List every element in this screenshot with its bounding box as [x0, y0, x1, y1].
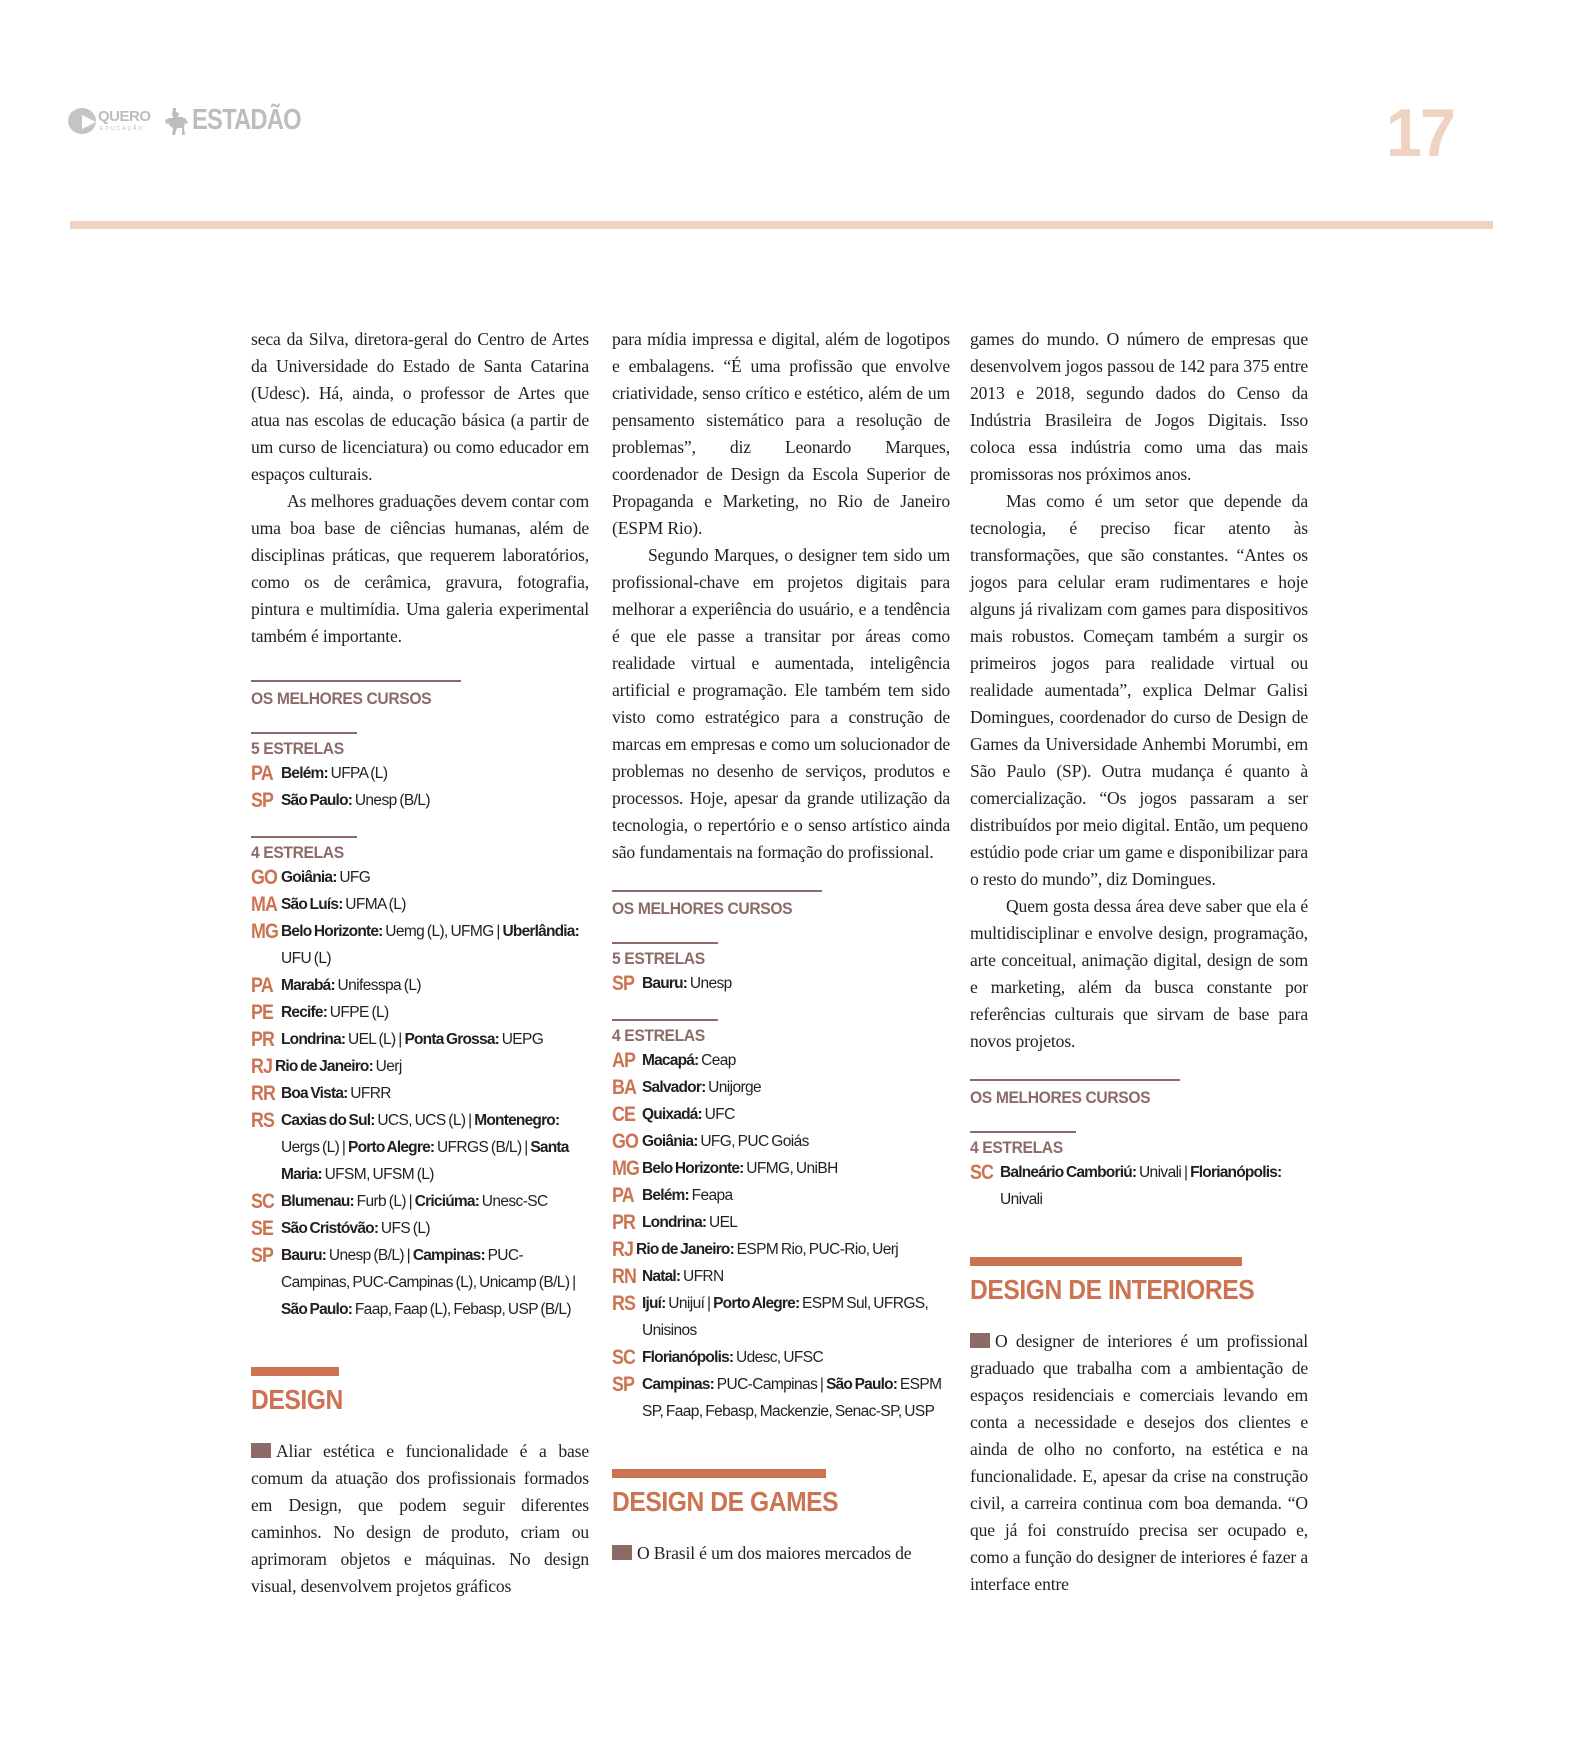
course-entry-text: [281, 864, 589, 891]
state-code: RS: [251, 1109, 275, 1132]
state-code: GO: [251, 866, 278, 889]
course-entry-text: [642, 1047, 950, 1074]
city-name: Londrina:: [642, 1214, 707, 1231]
courses-rule: [612, 890, 822, 892]
state-code: SC: [612, 1346, 636, 1369]
course-entry: [612, 1101, 950, 1128]
lead-square-icon: [970, 1333, 990, 1348]
state-code: SC: [970, 1161, 994, 1184]
city-name: São Cristóvão:: [281, 1220, 379, 1237]
course-entry-text: [642, 970, 950, 997]
state-code: MA: [251, 893, 278, 916]
city-name: Londrina:: [281, 1031, 346, 1048]
state-code: CE: [612, 1103, 636, 1126]
course-entry: [612, 1371, 950, 1425]
course-entry: [251, 1107, 589, 1188]
section-title-design: DESIGN: [251, 1384, 343, 1415]
city-name: Goiânia:: [281, 869, 337, 886]
stars-rule: [251, 836, 357, 838]
four-stars-list: [970, 1159, 1308, 1213]
section-bar: [612, 1469, 826, 1478]
body-paragraph: Segundo Marques, o designer tem sido um profissional-chave em projetos digitais para melhorar a experiência do usuário, e a tendência é que ele passe a transitar por áreas como realidade virtual e aumentada, inteligência artificial e programação. Ele também tem sido visto como estratégico para a construção de marcas em empresas e como um solucionador de problemas no desenho de serviços, produtos e processos. Hoje, apesar da grande utilização da tecnologia, o repertório e o senso artístico ainda são fundamentais na formação do profissional.: [612, 545, 950, 862]
institutions: Unesp: [687, 975, 732, 992]
institutions: UFSM, UFSM (L): [321, 1166, 434, 1183]
section-bar: [251, 1367, 339, 1376]
city-name: São Paulo:: [826, 1376, 898, 1393]
state-code: BA: [612, 1076, 637, 1099]
courses-rule: [970, 1079, 1180, 1081]
institutions: ESPM Sul, UFRGS, Unisinos: [642, 1295, 929, 1339]
city-name: Salvador:: [642, 1079, 706, 1096]
body-paragraph: para mídia impressa e digital, além de logotipos e embalagens. “É uma profissão que envolve criatividade, senso crítico e estético, além de um pensamento sistemático para a resolução de problemas”, diz Leonardo Marques, coordenador de Design da Escola Superior de Propaganda e Marketing, no Rio de Janeiro (ESPM Rio).: [612, 329, 950, 538]
institutions: Univali |: [1136, 1164, 1191, 1181]
course-entry-text: [642, 1290, 950, 1344]
course-entry-text: [275, 1053, 589, 1080]
courses-rule: [251, 680, 461, 682]
course-entry: [612, 1155, 950, 1182]
city-name: Recife:: [281, 1004, 328, 1021]
city-name: Goiânia:: [642, 1133, 698, 1150]
four-stars-title: 4 ESTRELAS: [970, 1138, 1063, 1157]
state-code: MG: [251, 920, 279, 943]
body-paragraph: games do mundo. O número de empresas que desenvolvem jogos passou de 142 para 375 entre 2013 e 2018, segundo dados do Censo da Indústria Brasileira de Jogos Digitais. Isso coloca essa indústria como uma das mais promissoras nos próximos anos.: [970, 329, 1308, 484]
column-2: [612, 326, 950, 1567]
course-entry-text: [281, 972, 589, 999]
stars-rule: [612, 1019, 718, 1021]
state-code: SC: [251, 1190, 275, 1213]
courses-title: OS MELHORES CURSOS: [970, 1088, 1151, 1107]
course-entry: [612, 1182, 950, 1209]
course-entry: [612, 1128, 950, 1155]
quero-logo-notch: [82, 115, 96, 129]
course-entry: [612, 1209, 950, 1236]
body-paragraph: As melhores graduações devem contar com uma boa base de ciências humanas, além de disciplinas práticas, que requerem laboratórios, como os de cerâmica, gravura, fotografia, pintura e multimídia. Uma galeria experimental também é importante.: [251, 491, 589, 646]
state-code: PA: [612, 1184, 634, 1207]
city-name: Florianópolis:: [642, 1349, 734, 1366]
section-bar: [970, 1257, 1242, 1266]
institutions: UFC: [701, 1106, 735, 1123]
institutions: UFU (L): [281, 950, 331, 967]
state-code: SE: [251, 1217, 274, 1240]
course-entry-text: [642, 1128, 950, 1155]
course-entry: [612, 1074, 950, 1101]
city-name: Belo Horizonte:: [281, 923, 383, 940]
city-name: Criciúma:: [414, 1193, 480, 1210]
institutions: UFRR: [347, 1085, 391, 1102]
city-name: Campinas:: [412, 1247, 485, 1264]
institutions: UEL: [706, 1214, 738, 1231]
course-entry-text: [281, 1215, 589, 1242]
city-name: Porto Alegre:: [348, 1139, 435, 1156]
city-name: Quixadá:: [642, 1106, 702, 1123]
course-entry: [251, 891, 589, 918]
course-entry-text: [1000, 1159, 1308, 1213]
city-name: Florianópolis:: [1190, 1164, 1282, 1181]
course-entry-text: [281, 1080, 589, 1107]
course-entry: [612, 1344, 950, 1371]
state-code: PR: [612, 1211, 636, 1234]
city-name: Bauru:: [642, 975, 688, 992]
city-name: Belém:: [281, 765, 328, 782]
institutions: UFG, PUC Goiás: [697, 1133, 809, 1150]
institutions: Unesp (B/L): [352, 792, 430, 809]
estadao-logo-text: ESTADÃO: [192, 104, 301, 136]
column-1: [251, 326, 589, 1600]
institutions: Uemg (L), UFMG |: [382, 923, 503, 940]
state-code: RN: [612, 1265, 637, 1288]
institutions: Unijorge: [705, 1079, 762, 1096]
institutions: Faap, Faap (L), Febasp, USP (B/L): [352, 1301, 571, 1318]
section-lead-text: O Brasil é um dos maiores mercados de: [637, 1543, 912, 1563]
course-entry: [251, 1242, 589, 1323]
course-entry: [612, 1236, 950, 1263]
course-entry-text: [281, 1242, 589, 1323]
four-stars-list: [251, 864, 589, 1323]
course-entry: [970, 1159, 1308, 1213]
section-title-design-de-games: DESIGN DE GAMES: [612, 1486, 839, 1517]
course-entry-text: [281, 1026, 589, 1053]
institutions: Furb (L) |: [353, 1193, 415, 1210]
state-code: RR: [251, 1082, 276, 1105]
institutions: Univali: [1000, 1191, 1043, 1208]
institutions: UCS, UCS (L) |: [374, 1112, 475, 1129]
institutions: UFS (L): [378, 1220, 430, 1237]
four-stars-list: [612, 1047, 950, 1425]
state-code: PR: [251, 1028, 275, 1051]
institutions: Unijuí |: [665, 1295, 714, 1312]
section-lead-text: Aliar estética e funcionalidade é a base comum da atuação dos profissionais formados em Design, que podem seguir diferentes caminhos. No design de produto, criam ou aprimoram objetos e máquinas. No design visual, desenvolvem projetos gráficos: [251, 1441, 589, 1596]
city-name: São Paulo:: [281, 1301, 353, 1318]
body-paragraph: seca da Silva, diretora-geral do Centro de Artes da Universidade do Estado de Santa Catarina (Udesc). Há, ainda, o professor de Artes que atua nas escolas de educação básica (a partir de um curso de licenciatura) ou como educador em espaços culturais.: [251, 329, 589, 484]
state-code: PA: [251, 974, 273, 997]
state-code: SP: [251, 789, 274, 812]
state-code: AP: [612, 1049, 636, 1072]
course-entry-text: [281, 918, 589, 972]
course-entry-text: [642, 1371, 950, 1425]
city-name: Belém:: [642, 1187, 689, 1204]
quero-logo-text: QUERO: [98, 108, 151, 125]
city-name: Montenegro:: [474, 1112, 560, 1129]
five-stars-list: [251, 760, 589, 814]
five-stars-title: 5 ESTRELAS: [251, 739, 344, 758]
city-name: Rio de Janeiro:: [275, 1058, 373, 1075]
five-stars-list: [612, 970, 950, 997]
institutions: UFMG, UniBH: [743, 1160, 838, 1177]
institutions: UEPG: [499, 1031, 544, 1048]
state-code: SP: [251, 1244, 274, 1267]
city-name: São Luís:: [281, 896, 343, 913]
course-entry-text: [636, 1236, 950, 1263]
institutions: PUC-Campinas |: [714, 1376, 827, 1393]
institutions: Feapa: [688, 1187, 733, 1204]
quero-logo-subtext: EDUCAÇÃO: [100, 126, 145, 132]
institutions: Unesc-SC: [479, 1193, 548, 1210]
state-code: RJ: [612, 1238, 634, 1261]
column-3: [970, 326, 1308, 1598]
city-name: Uberlândia:: [502, 923, 579, 940]
section-lead-text: O designer de interiores é um profissional graduado que trabalha com a ambientação de espaços residenciais e comerciais levando em conta a necessidade e desejos dos clientes e ainda de olho no conforto, na estética e na funcionalidade. E, apesar da crise na construção civil, a carreira continua com boa demanda. “O que já foi construído precisa ser ocupado e, como a função do designer de interiores é fazer a interface entre: [970, 1331, 1309, 1594]
four-stars-title: 4 ESTRELAS: [612, 1026, 705, 1045]
course-entry: [251, 1215, 589, 1242]
course-entry-text: [642, 1263, 950, 1290]
course-entry: [612, 1263, 950, 1290]
institutions: ESPM Rio, PUC-Rio, Uerj: [733, 1241, 899, 1258]
course-entry: [251, 918, 589, 972]
city-name: Natal:: [642, 1268, 681, 1285]
city-name: Ijuí:: [642, 1295, 666, 1312]
city-name: Campinas:: [642, 1376, 715, 1393]
courses-title: OS MELHORES CURSOS: [612, 899, 793, 918]
course-entry: [612, 1290, 950, 1344]
section-title-design-de-interiores: DESIGN DE INTERIORES: [970, 1274, 1255, 1305]
course-entry: [251, 1080, 589, 1107]
institutions: Ceap: [698, 1052, 736, 1069]
institutions: PUC-Campinas, PUC-Campinas (L), Unicamp (B/L) |: [281, 1247, 576, 1291]
course-entry-text: [281, 891, 589, 918]
state-code: PE: [251, 1001, 274, 1024]
five-stars-title: 5 ESTRELAS: [612, 949, 705, 968]
course-entry-text: [642, 1209, 950, 1236]
course-entry: [612, 1047, 950, 1074]
institutions: UFPA (L): [327, 765, 388, 782]
section-lead-paragraph: [251, 1438, 589, 1600]
stars-rule: [970, 1131, 1076, 1133]
state-code: SP: [612, 972, 635, 995]
city-name: Blumenau:: [281, 1193, 354, 1210]
city-name: Caxias do Sul:: [281, 1112, 375, 1129]
state-code: PA: [251, 762, 273, 785]
course-entry: [251, 864, 589, 891]
institutions: UFG: [336, 869, 371, 886]
state-code: GO: [612, 1130, 639, 1153]
institutions: Uergs (L) |: [281, 1139, 349, 1156]
state-code: SP: [612, 1373, 635, 1396]
institutions: UFRGS (B/L) |: [434, 1139, 531, 1156]
course-entry: [612, 970, 950, 997]
stars-rule: [612, 942, 718, 944]
institutions: ESPM SP, Faap, Febasp, Mackenzie, Senac-SP, USP: [642, 1376, 942, 1420]
course-entry-text: [281, 999, 589, 1026]
city-name: São Paulo:: [281, 792, 353, 809]
lead-square-icon: [612, 1545, 632, 1560]
course-entry: [251, 999, 589, 1026]
institutions: UEL (L) |: [345, 1031, 405, 1048]
horse-rider-icon: [164, 106, 190, 136]
quero-educacao-logo: [68, 106, 160, 138]
section-lead-paragraph: [612, 1540, 950, 1567]
institutions: Unifesspa (L): [334, 977, 421, 994]
header-rule: [70, 221, 1493, 229]
course-entry-text: [642, 1074, 950, 1101]
course-entry-text: [642, 1101, 950, 1128]
city-name: Macapá:: [642, 1052, 699, 1069]
course-entry: [251, 1053, 589, 1080]
page-number: 17: [1386, 95, 1455, 171]
institutions: UFRN: [680, 1268, 724, 1285]
course-entry-text: [281, 787, 589, 814]
institutions: Unesp (B/L) |: [326, 1247, 413, 1264]
course-entry-text: [281, 760, 589, 787]
state-code: RS: [612, 1292, 636, 1315]
course-entry-text: [281, 1107, 589, 1188]
institutions: Uerj: [372, 1058, 402, 1075]
city-name: Rio de Janeiro:: [636, 1241, 734, 1258]
body-paragraph: Quem gosta dessa área deve saber que ela é multidisciplinar e envolve design, programação, arte conceitual, animação digital, design de som e marketing, além da busca constante por referências culturais que sirvam de base para novos projetos.: [970, 896, 1308, 1051]
state-code: MG: [612, 1157, 640, 1180]
city-name: Porto Alegre:: [713, 1295, 800, 1312]
four-stars-title: 4 ESTRELAS: [251, 843, 344, 862]
city-name: Boa Vista:: [281, 1085, 348, 1102]
course-entry-text: [642, 1182, 950, 1209]
city-name: Belo Horizonte:: [642, 1160, 744, 1177]
course-entry: [251, 1026, 589, 1053]
city-name: Bauru:: [281, 1247, 327, 1264]
stars-rule: [251, 732, 357, 734]
body-paragraph: Mas como é um setor que depende da tecnologia, é preciso ficar atento às transformações, que são constantes. “Antes os jogos para celular eram rudimentares e hoje alguns já rivalizam com games para dispositivos mais robustos. Começam também a surgir os primeiros jogos para realidade virtual ou realidade aumentada”, explica Delmar Galisi Domingues, coordenador do curso de Design de Games da Universidade Anhembi Morumbi, em São Paulo (SP). Outra mudança é quanto à comercialização. “Os jogos passaram a ser distribuídos por meio digital. Então, um pequeno estúdio pode criar um game e disponibilizar para o resto do mundo”, diz Domingues.: [970, 491, 1308, 889]
institutions: UFPE (L): [327, 1004, 389, 1021]
course-entry-text: [642, 1155, 950, 1182]
city-name: Santa Maria:: [281, 1139, 569, 1183]
city-name: Marabá:: [281, 977, 335, 994]
lead-square-icon: [251, 1443, 271, 1458]
course-entry: [251, 787, 589, 814]
state-code: RJ: [251, 1055, 273, 1078]
courses-title: OS MELHORES CURSOS: [251, 689, 432, 708]
course-entry: [251, 972, 589, 999]
section-lead-paragraph: [970, 1328, 1308, 1598]
course-entry-text: [281, 1188, 589, 1215]
institutions: Udesc, UFSC: [733, 1349, 824, 1366]
city-name: Ponta Grossa:: [404, 1031, 499, 1048]
city-name: Balneário Camboriú:: [1000, 1164, 1137, 1181]
course-entry: [251, 760, 589, 787]
institutions: UFMA (L): [342, 896, 406, 913]
course-entry: [251, 1188, 589, 1215]
course-entry-text: [642, 1344, 950, 1371]
